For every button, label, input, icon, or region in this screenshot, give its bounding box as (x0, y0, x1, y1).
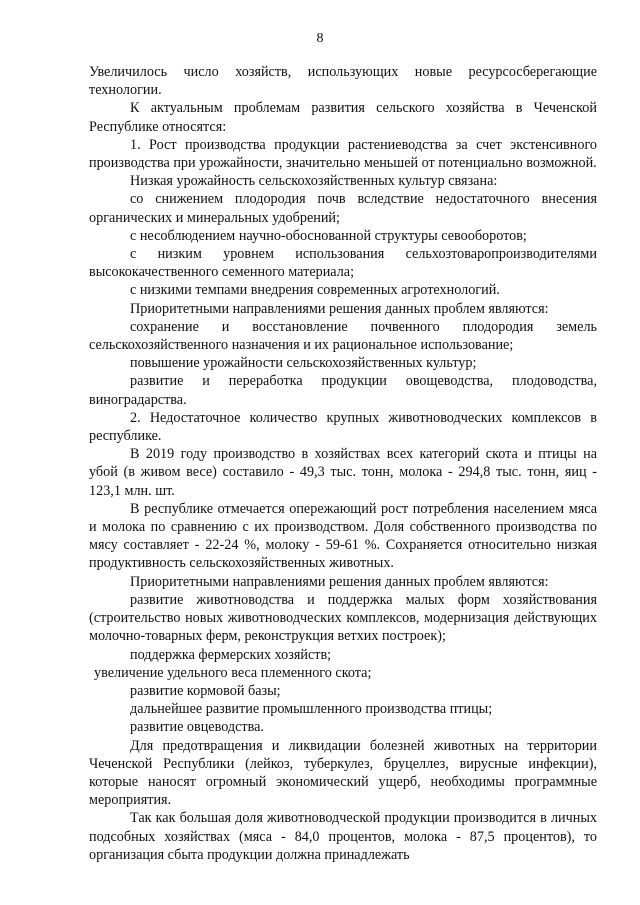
page-number: 8 (316, 31, 324, 46)
paragraph: К актуальным проблемам развития сельского хозяйства в Чеченской Республике относятся: (89, 100, 597, 135)
paragraph: с низким уровнем использования сельхозтоваропроизводителями высококачественного семенного материала; (89, 246, 597, 281)
paragraph: развитие животноводства и поддержка малых форм хозяйствования (строительство новых животноводческих комплексов, модернизация действующих молочно-товарных ферм, реконструкция ветхих построек); (89, 591, 597, 645)
paragraph: Для предотвращения и ликвидации болезней животных на территории Чеченской Республики (лейкоз, туберкулез, бруцеллез, вирусные инфекции), которые наносят огромный экономический ущерб, необходимы программные мероприятия. (89, 737, 597, 809)
paragraph: увеличение удельного веса племенного скота; (94, 664, 372, 681)
paragraph: повышение урожайности сельскохозяйственных культур; (130, 355, 477, 372)
paragraph: развитие и переработка продукции овощеводства, плодоводства, виноградарства. (89, 373, 597, 408)
paragraph: Увеличилось число хозяйств, использующих новые ресурсосберегающие технологии. (89, 64, 597, 99)
paragraph: поддержка фермерских хозяйств; (130, 646, 332, 663)
paragraph: В республике отмечается опережающий рост потребления населением мяса и молока по сравнению с их производством. Доля собственного производства по мясу составляет - 22-24 %, молоку - 59-61 %. Сохраняется относительно низкая продуктивность сельскохозяйственных животных. (89, 500, 597, 572)
paragraph: развитие овцеводства. (130, 719, 264, 736)
paragraph: Приоритетными направлениями решения данных проблем являются: (130, 573, 549, 590)
paragraph: сохранение и восстановление почвенного плодородия земель сельскохозяйственного назначения и их рациональное использование; (89, 318, 597, 354)
paragraph: развитие кормовой базы; (130, 682, 281, 699)
document-body (89, 63, 597, 864)
paragraph: со снижением плодородия почв вследствие недостаточного внесения органических и минеральных удобрений; (89, 191, 597, 226)
paragraph: В 2019 году производство в хозяйствах всех категорий скота и птицы на убой (в живом весе) составило - 49,3 тыс. тонн, молока - 294,8 тыс. тонн, яиц - 123,1 млн. шт. (89, 446, 597, 499)
paragraph: Так как большая доля животноводческой продукции производится в личных подсобных хозяйствах (мяса - 84,0 процентов, молока - 87,5 процентов), то организация сбыта продукции должна принадлежать (89, 810, 597, 863)
paragraph: с несоблюдением научно-обоснованной структуры севооборотов; (130, 227, 527, 244)
paragraph: дальнейшее развитие промышленного производства птицы; (130, 701, 493, 718)
paragraph: Низкая урожайность сельскохозяйственных культур связана: (130, 173, 498, 190)
paragraph: 2. Недостаточное количество крупных животноводческих комплексов в республике. (89, 409, 597, 445)
paragraph: 1. Рост производства продукции растениеводства за счет экстенсивного производства при урожайности, значительно меньшей от потенциально возможной. (89, 136, 597, 172)
paragraph: Приоритетными направлениями решения данных проблем являются: (130, 300, 549, 317)
paragraph: с низкими темпами внедрения современных агротехнологий. (130, 282, 500, 299)
